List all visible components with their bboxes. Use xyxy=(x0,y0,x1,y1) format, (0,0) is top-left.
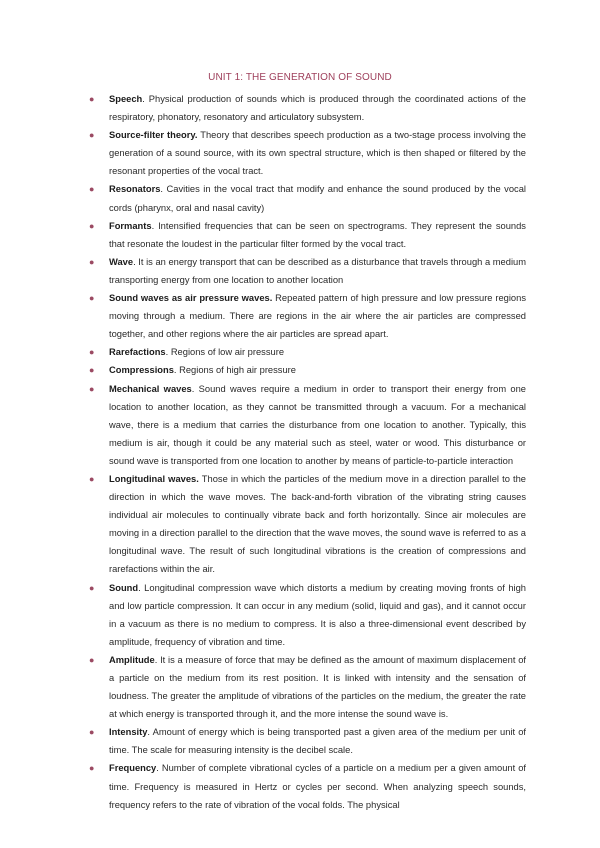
bullet-icon: ● xyxy=(89,383,95,394)
list-item xyxy=(88,180,526,216)
term-label: Amplitude xyxy=(109,654,155,665)
term-label: Resonators xyxy=(109,184,161,195)
list-item xyxy=(88,361,526,379)
term-separator: . xyxy=(142,94,149,104)
term-separator: . xyxy=(133,256,139,267)
list-item xyxy=(88,253,526,289)
term-separator: . xyxy=(156,763,162,774)
term-label: Sound xyxy=(109,582,139,593)
list-item xyxy=(88,380,526,470)
term-definition: Regions of high air pressure xyxy=(179,365,296,376)
term-separator: . xyxy=(160,184,167,195)
term-definition: Those in which the particles of the medium move in a direction parallel to the direction in which the wave moves. The back-and-forth vibration of the vibrating string causes individual air molecules to continually vibrate back and forth horizontally. Since air molecules are moving in a direction parallel to the direction that the wave moves, the sound wave is referred to as a longitudinal wave. The result of such longitudinal vibrations is the creation of compressions and rarefactions within the air. xyxy=(109,473,527,575)
term-definition: Physical production of sounds which is produced through the coordinated actions of the respiratory, phonatory, resonatory and articulatory subsystem. xyxy=(109,94,526,123)
term-definition: Number of complete vibrational cycles of a particle on a medium per a given amount of time. Frequency is measured in Hertz or cycles per second. When analyzing speech sounds, frequency refers to the rate of vibration of the vocal folds. The physical xyxy=(109,763,526,810)
bullet-icon: ● xyxy=(89,763,95,774)
term-label: Speech xyxy=(109,94,143,104)
term-definition: Amount of energy which is being transported past a given area of the medium per unit of time. The scale for measuring intensity is the decibel scale. xyxy=(109,727,526,756)
term-separator: . xyxy=(154,654,161,665)
list-item xyxy=(88,723,526,759)
term-label: Mechanical waves xyxy=(109,383,192,394)
term-definition: Theory that describes speech production as a two-stage process involving the generation of a sound source, with its own spectral structure, which is then shaped or filtered by the resonant properties of the vocal tract. xyxy=(109,130,526,177)
list-item xyxy=(88,759,526,813)
term-separator: . xyxy=(151,220,159,231)
term-label: Longitudinal waves. xyxy=(109,473,199,484)
list-item xyxy=(88,651,526,723)
term-label: Compressions xyxy=(109,365,174,376)
bullet-icon: ● xyxy=(89,184,95,195)
term-separator: . xyxy=(138,582,145,593)
bullet-icon: ● xyxy=(89,582,95,593)
list-item xyxy=(88,343,526,361)
list-item xyxy=(88,579,526,651)
term-label: Rarefactions xyxy=(109,347,166,358)
bullet-icon: ● xyxy=(89,256,95,267)
term-definition: Intensified frequencies that can be seen on spectrograms. They represent the sounds that resonate the loudest in the particular filter formed by the vocal tract. xyxy=(109,220,526,249)
bullet-icon: ● xyxy=(89,94,95,104)
term-separator: . xyxy=(147,727,153,738)
page-title: UNIT 1: THE GENERATION OF SOUND xyxy=(208,72,392,83)
term-definition: Regions of low air pressure xyxy=(170,347,285,358)
term-list xyxy=(88,90,526,814)
term-definition: Longitudinal compression wave which distorts a medium by creating moving fronts of high and low particle compression. It can occur in any medium (solid, liquid and gas), and it cannot occur in a vacuum as there is no medium to compress. It is also a three-dimensional event described by amplitude, frequency of vibration and time. xyxy=(109,582,526,647)
list-item xyxy=(88,90,526,126)
term-label: Frequency xyxy=(109,763,157,774)
term-definition: It is an energy transport that can be described as a disturbance that travels through a medium transporting energy from one location to another location xyxy=(109,256,526,285)
list-item xyxy=(88,126,526,180)
term-label: Wave xyxy=(109,256,134,267)
bullet-icon: ● xyxy=(89,365,95,376)
term-separator: . xyxy=(165,347,171,358)
list-item xyxy=(88,289,526,343)
term-label: Source-filter theory. xyxy=(109,130,198,141)
term-label: Sound waves as air pressure waves. xyxy=(109,293,273,304)
term-definition: Cavities in the vocal tract that modify and enhance the sound produced by the vocal cords (pharynx, oral and nasal cavity) xyxy=(109,184,526,213)
term-label: Formants xyxy=(109,220,152,231)
bullet-icon: ● xyxy=(89,347,95,358)
bullet-icon: ● xyxy=(89,473,95,484)
bullet-icon: ● xyxy=(89,293,95,304)
term-definition: It is a measure of force that may be defined as the amount of maximum displacement of a particle on the medium from its rest position. It is linked with intensity and the sensation of loudness. The greater the amplitude of vibrations of the particles on the medium, the greater the rate at which energy is transported through it, and the more intense the sound wave is. xyxy=(109,654,526,720)
list-item xyxy=(88,217,526,253)
bullet-icon: ● xyxy=(89,220,95,231)
bullet-icon: ● xyxy=(89,727,95,738)
term-label: Intensity xyxy=(109,727,148,738)
bullet-icon: ● xyxy=(89,654,95,665)
term-definition: Repeated pattern of high pressure and low pressure regions moving through a medium. There are regions in the air where the air particles are compressed together, and other regions where the air particles are spread apart. xyxy=(109,293,526,340)
list-item xyxy=(88,470,526,579)
term-separator: . xyxy=(191,383,199,394)
term-definition: Sound waves require a medium in order to transport their energy from one location to another location, as they cannot be transmitted through a vacuum. For a mechanical wave, there is a medium that carries the disturbance from one location to another. Typically, this medium is air, though it could be any material such as steel, water or wood. This disturbance or sound wave is transported from one location to another by means of particle-to-particle interaction xyxy=(109,383,526,466)
term-separator: . xyxy=(173,365,180,376)
bullet-icon: ● xyxy=(89,130,95,141)
